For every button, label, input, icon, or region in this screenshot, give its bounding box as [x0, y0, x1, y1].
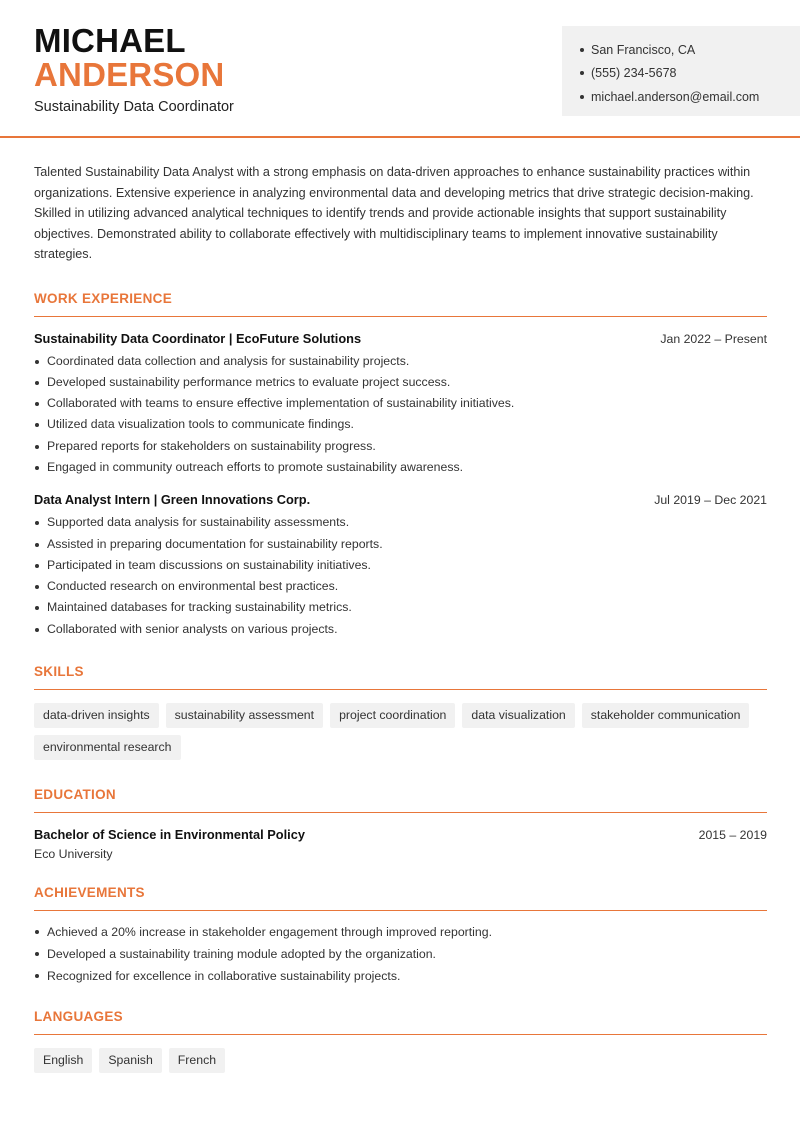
- job-header: [34, 492, 767, 507]
- job-role: Data Analyst Intern | Green Innovations Corp.: [34, 492, 311, 508]
- job-header: [34, 331, 767, 346]
- job-bullet: Maintained databases for tracking sustainability metrics.: [34, 597, 767, 618]
- skill-tag: sustainability assessment: [166, 703, 323, 728]
- achievement-bullets: [34, 921, 767, 987]
- skill-tag: stakeholder communication: [582, 703, 750, 728]
- skills-section: [34, 664, 767, 767]
- language-tag: English: [34, 1048, 92, 1073]
- resume-header: [0, 0, 800, 138]
- contact-email[interactable]: [580, 85, 800, 109]
- bullet-icon: [580, 95, 584, 99]
- education-school: Eco University: [34, 847, 113, 862]
- education-section: [34, 787, 767, 861]
- achievement-item: Achieved a 20% increase in stakeholder engagement through improved reporting.: [34, 921, 767, 943]
- job-bullet: Collaborated with senior analysts on various projects.: [34, 619, 767, 640]
- work-section: [34, 291, 767, 641]
- job-bullet: Engaged in community outreach efforts to promote sustainability awareness.: [34, 457, 767, 478]
- contact-phone: [580, 62, 800, 86]
- skill-tag: project coordination: [330, 703, 455, 728]
- language-tag: French: [169, 1048, 225, 1073]
- job-bullet: Prepared reports for stakeholders on sustainability progress.: [34, 436, 767, 457]
- job-bullet: Collaborated with teams to ensure effective implementation of sustainability initiatives.: [34, 393, 767, 414]
- education-entry: [34, 827, 767, 861]
- job-bullets: [34, 351, 767, 479]
- job-date: Jul 2019 – Dec 2021: [654, 493, 767, 508]
- section-title-achievements: ACHIEVEMENTS: [34, 885, 767, 911]
- bullet-icon: [580, 48, 584, 52]
- job-bullet: Supported data analysis for sustainability assessments.: [34, 512, 767, 533]
- skill-tag: data visualization: [462, 703, 574, 728]
- first-name: MICHAEL: [34, 22, 186, 59]
- contact-location: [580, 38, 800, 62]
- skill-tag: environmental research: [34, 735, 181, 760]
- job-bullet: Developed sustainability performance metrics to evaluate project success.: [34, 372, 767, 393]
- location-text: San Francisco, CA: [591, 42, 696, 57]
- job-bullet: Conducted research on environmental best practices.: [34, 576, 767, 597]
- achievement-item: Developed a sustainability training module adopted by the organization.: [34, 943, 767, 965]
- education-degree: Bachelor of Science in Environmental Policy: [34, 827, 305, 843]
- section-title-languages: LANGUAGES: [34, 1009, 767, 1035]
- job-bullet: Utilized data visualization tools to communicate findings.: [34, 414, 767, 435]
- job-entry: [34, 492, 767, 640]
- job-date: Jan 2022 – Present: [660, 331, 767, 346]
- job-role: Sustainability Data Coordinator | EcoFuture Solutions: [34, 330, 362, 346]
- achievements-section: [34, 885, 767, 987]
- achievement-item: Recognized for excellence in collaborative sustainability projects.: [34, 965, 767, 987]
- language-tag: Spanish: [99, 1048, 161, 1073]
- phone-text: (555) 234-5678: [591, 66, 677, 81]
- skill-tag: data-driven insights: [34, 703, 159, 728]
- job-bullet: Participated in team discussions on sustainability initiatives.: [34, 555, 767, 576]
- bullet-icon: [580, 71, 584, 75]
- education-header: [34, 827, 767, 842]
- job-bullets: [34, 512, 767, 640]
- job-bullet: Assisted in preparing documentation for sustainability reports.: [34, 534, 767, 555]
- contact-box: [562, 26, 800, 116]
- education-date: 2015 – 2019: [698, 828, 767, 843]
- languages-section: [34, 1009, 767, 1080]
- section-title-work: WORK EXPERIENCE: [34, 291, 767, 317]
- skills-tags: [34, 703, 767, 767]
- section-title-skills: SKILLS: [34, 664, 767, 690]
- job-title: Sustainability Data Coordinator: [34, 99, 234, 115]
- summary-paragraph: Talented Sustainability Data Analyst with a strong emphasis on data-driven approaches to enhance sustainability practices within organizations. Extensive experience in analyzing environmental data and developing metrics that drive strategic decision-making. Skilled in utilizing advanced analytical techniques to identify trends and provide actionable insights that support sustainability objectives. Demonstrated ability to collaborate effectively with multidisciplinary teams to implement innovative sustainability strategies.: [34, 165, 754, 261]
- language-tags: [34, 1048, 767, 1080]
- job-entry: [34, 331, 767, 479]
- email-text[interactable]: michael.anderson@email.com: [591, 89, 760, 104]
- resume-body: [34, 162, 767, 1080]
- section-title-education: EDUCATION: [34, 787, 767, 813]
- job-bullet: Coordinated data collection and analysis for sustainability projects.: [34, 351, 767, 372]
- last-name: ANDERSON: [34, 56, 225, 93]
